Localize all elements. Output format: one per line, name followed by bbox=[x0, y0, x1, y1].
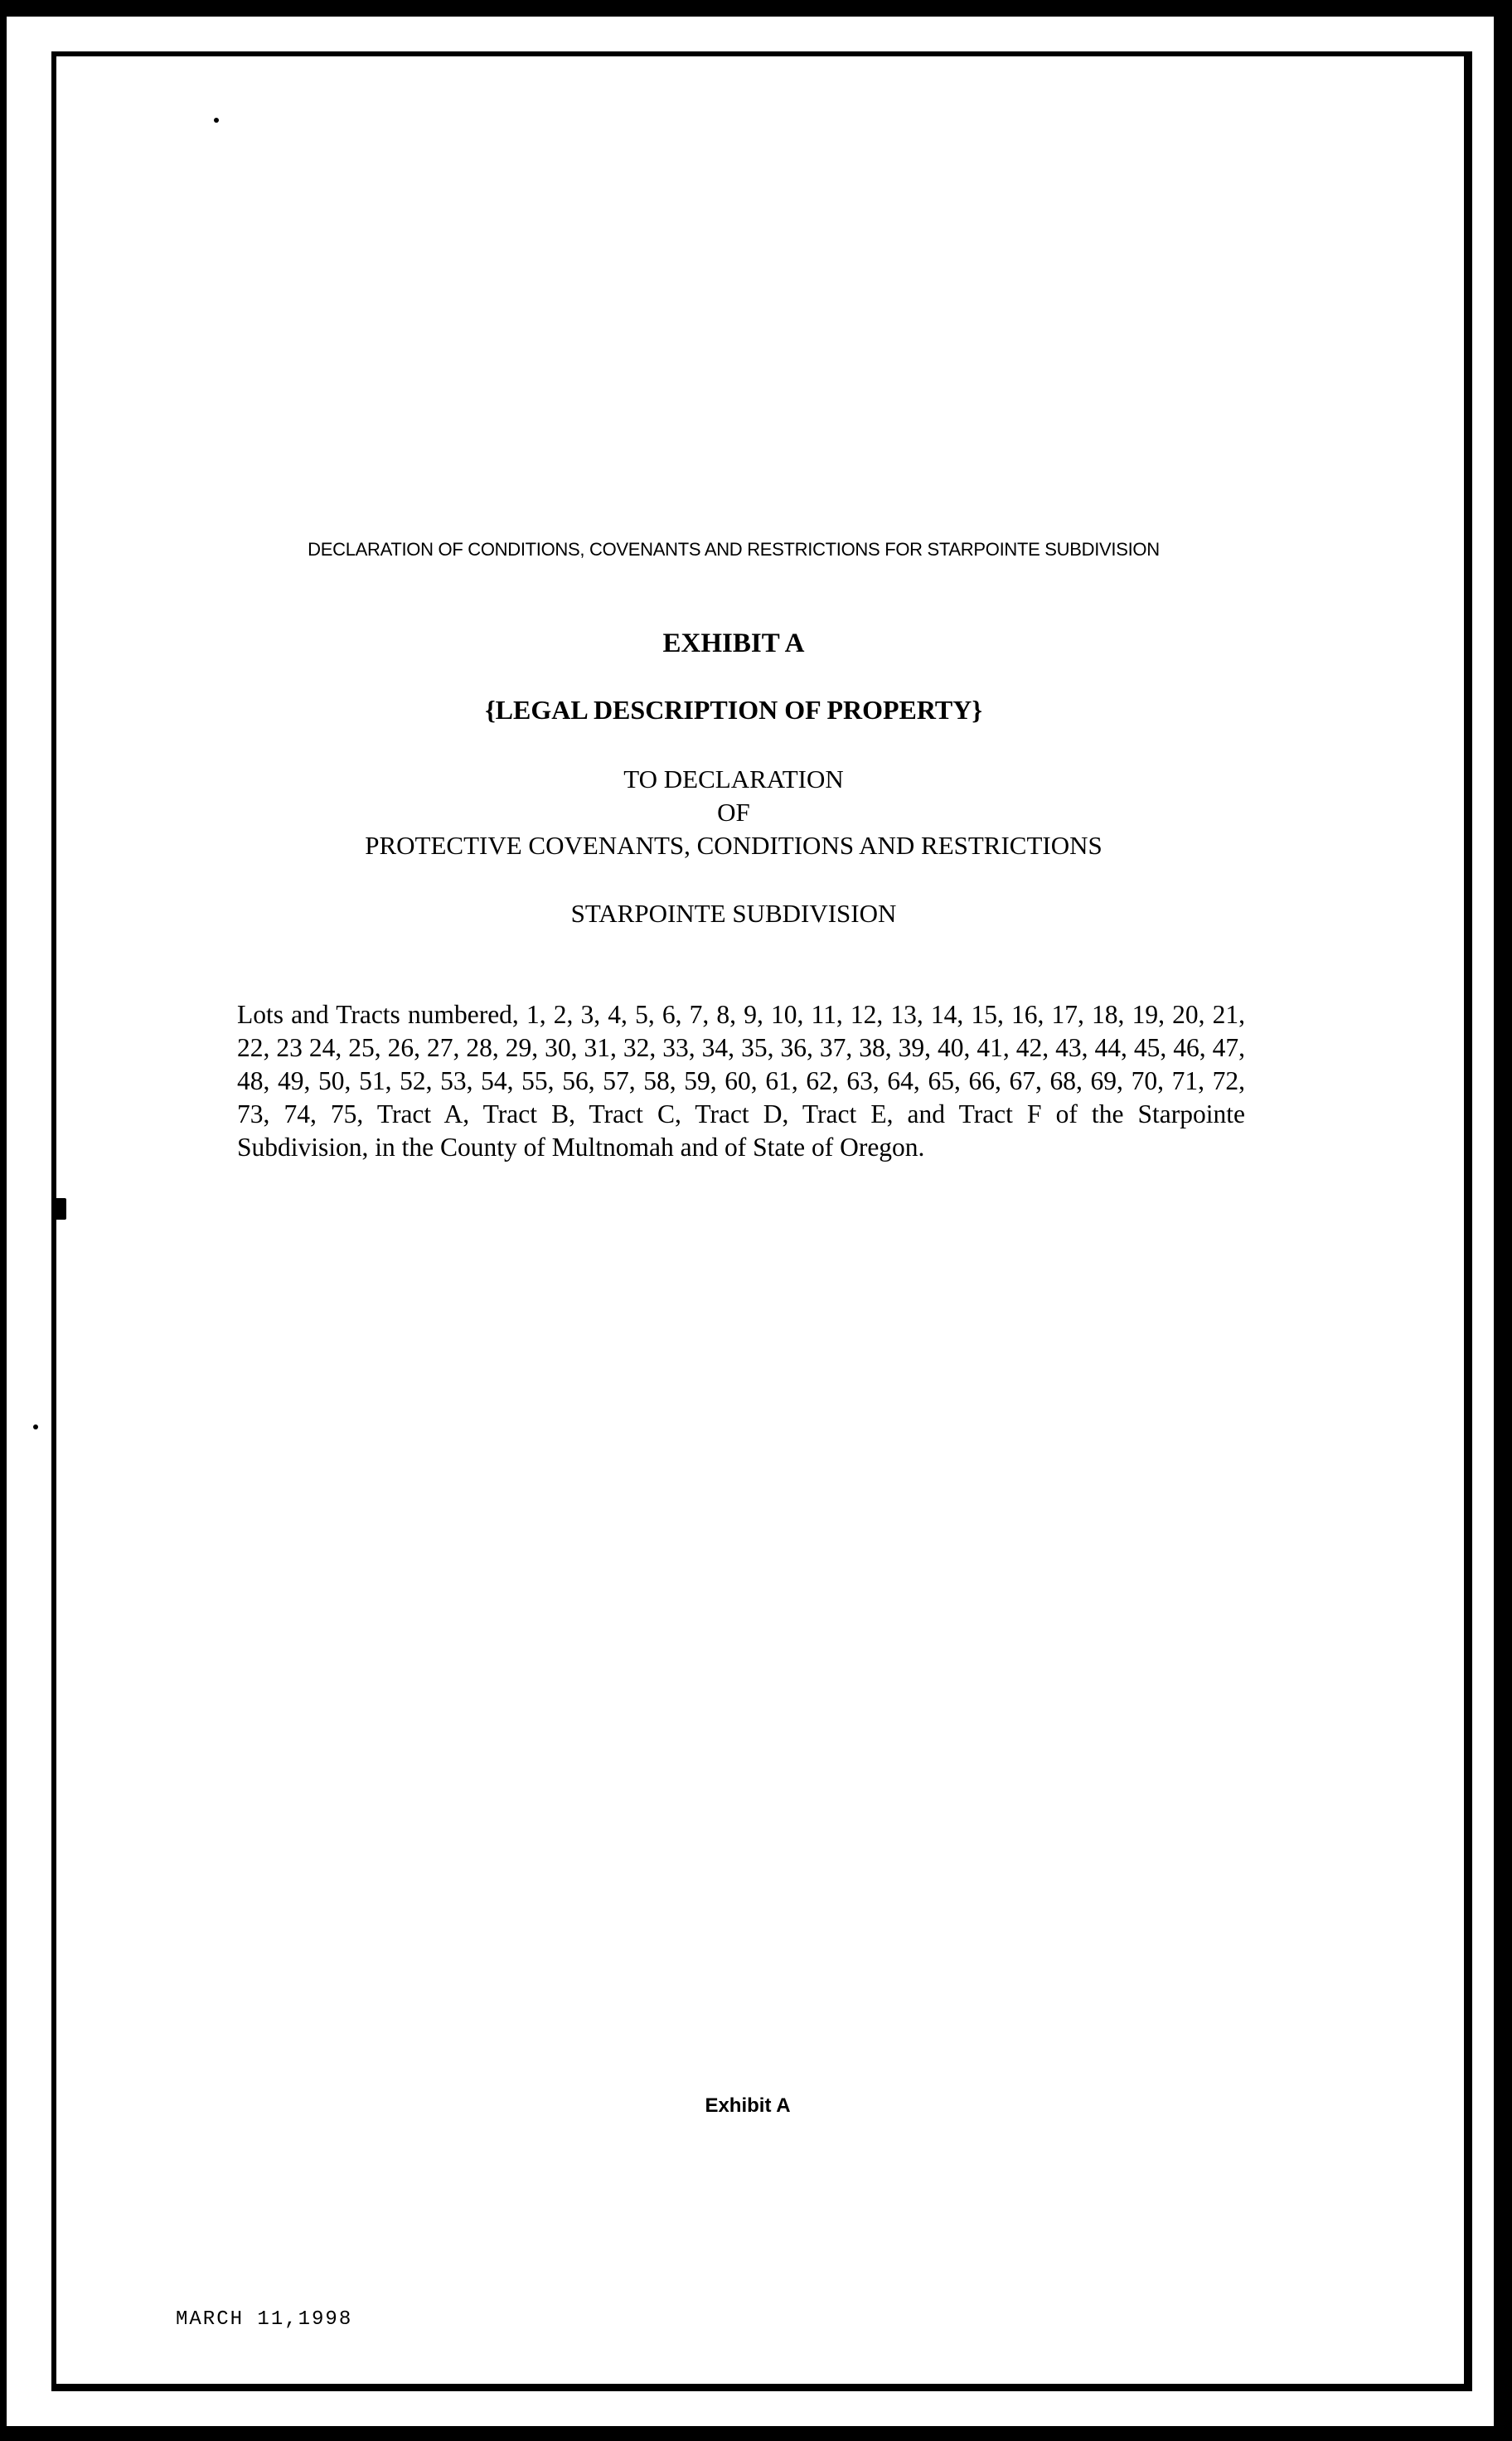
declaration-line: PROTECTIVE COVENANTS, CONDITIONS AND RESTRICTIONS bbox=[365, 831, 1102, 860]
scan-speck bbox=[214, 118, 219, 123]
scan-edge-bottom bbox=[0, 2426, 1512, 2441]
scan-edge-left bbox=[0, 0, 7, 2441]
lots-and-tracts-paragraph: Lots and Tracts numbered, 1, 2, 3, 4, 5, 6, 7, 8, 9, 10, 11, 12, 13, 14, 15, 16, 17, 18, 19, 20, 21, 22, 23 24, 25, 26, 27, 28, 29, 30, 31, 32, 33, 34, 35, 36, 37, 38, 39, 40, 41, 42, 43, 44, 45, 46, 47, 48, 49, 50, 51, 52, 53, 54, 55, 56, 57, 58, 59, 60, 61, 62, 63, 64, 65, 66, 67, 68, 69, 70, 71, 72, 73, 74, 75, Tract A, Tract B, Tract C, Tract D, Tract E, and Tract F of the Starpointe Subdivision, in the County of Multnomah and of State of Oregon. bbox=[237, 1000, 1245, 1162]
page-border bbox=[51, 51, 1472, 2391]
declaration-line: TO DECLARATION bbox=[623, 764, 844, 793]
scan-speck bbox=[55, 1198, 66, 1220]
subdivision-name: STARPOINTE SUBDIVISION bbox=[570, 899, 897, 928]
declaration-title bbox=[166, 763, 1301, 862]
scan-edge-top bbox=[0, 0, 1512, 17]
date-stamp: MARCH 11,1998 bbox=[176, 2308, 353, 2331]
declaration-line: OF bbox=[717, 798, 750, 827]
legal-description-heading: {LEGAL DESCRIPTION OF PROPERTY} bbox=[485, 695, 982, 725]
scan-edge-right bbox=[1494, 0, 1512, 2441]
document-header: DECLARATION OF CONDITIONS, COVENANTS AND RESTRICTIONS FOR STARPOINTE SUBDIVISION bbox=[308, 539, 1160, 560]
exhibit-title: EXHIBIT A bbox=[662, 628, 805, 658]
scan-speck bbox=[33, 1424, 38, 1429]
footer-exhibit-label: Exhibit A bbox=[705, 2094, 791, 2117]
